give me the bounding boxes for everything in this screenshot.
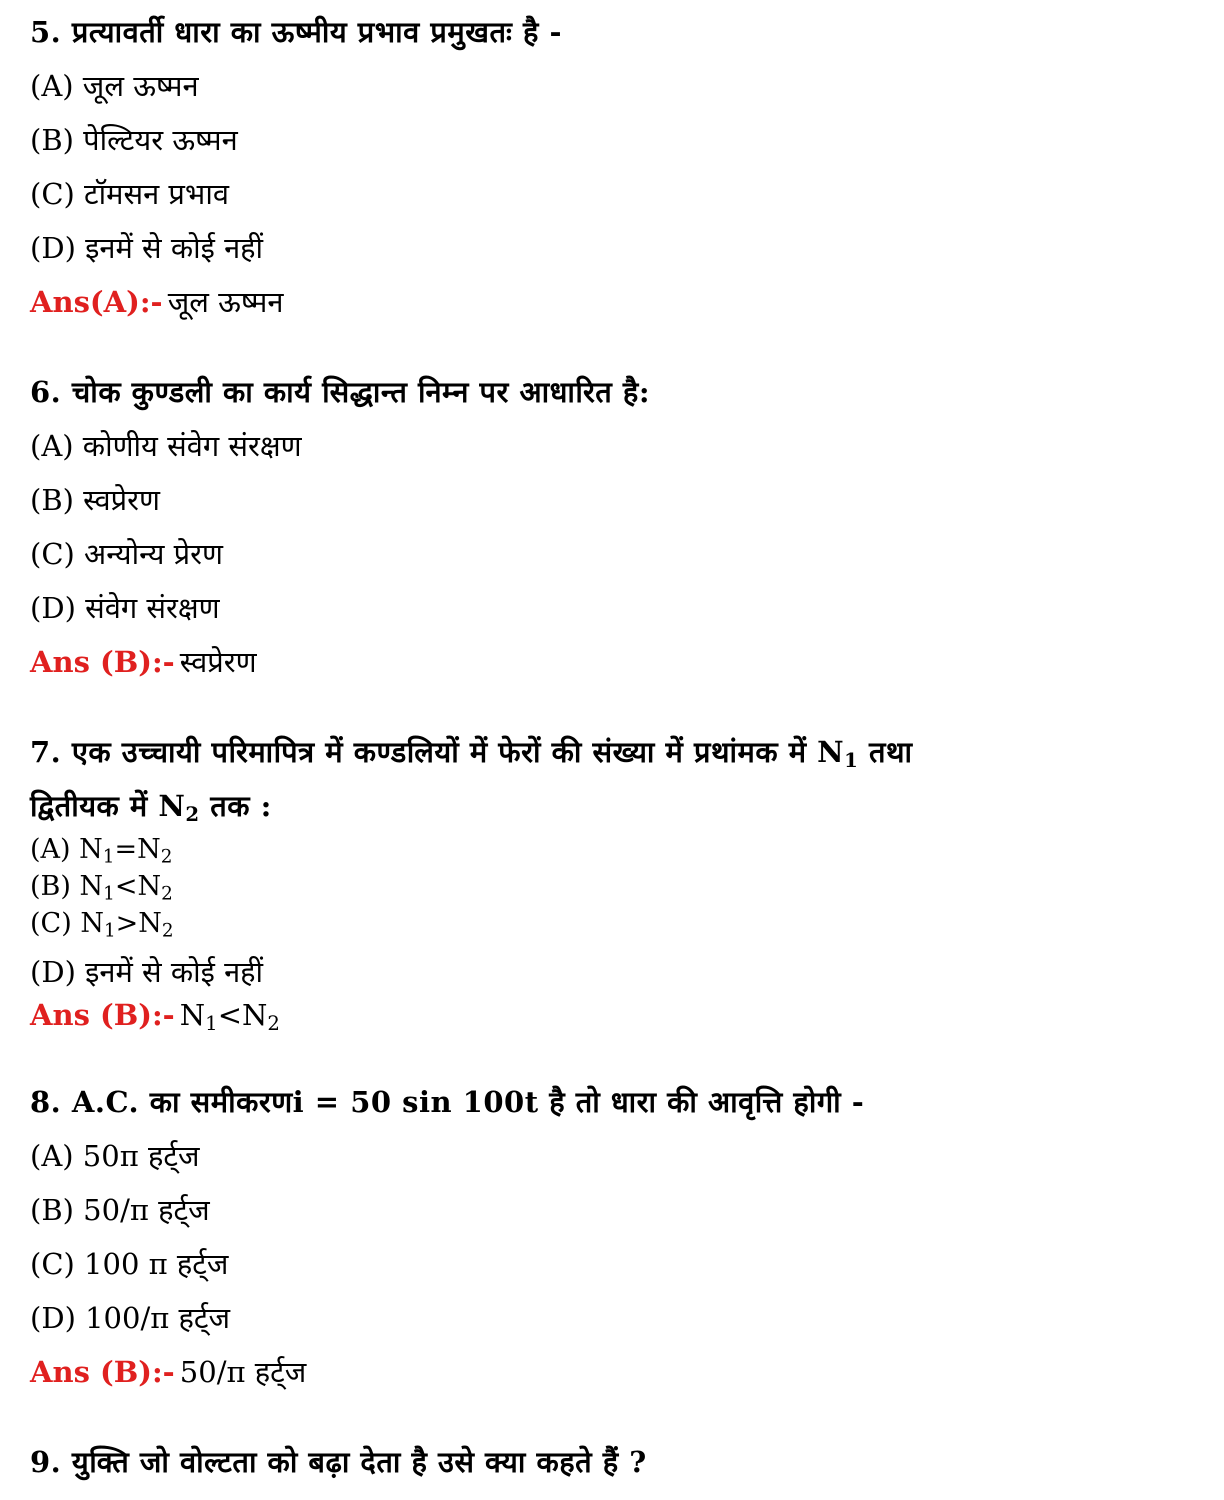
question-number: 8.	[30, 1085, 62, 1119]
option-c	[30, 1244, 228, 1283]
variable: N	[817, 735, 845, 769]
question-number: 6.	[30, 375, 62, 409]
option-label: (B)	[30, 1193, 74, 1227]
question-number: 7.	[30, 735, 62, 769]
option-text: 100/π हर्ट्ज	[85, 1301, 231, 1335]
option-label: (A)	[30, 69, 74, 103]
option-text: इनमें से कोई नहीं	[85, 231, 264, 265]
answer	[30, 642, 257, 681]
question-body: एक उच्चायी परिमापित्र में कण्डलियों में फेरों की संख्या में प्रथांमक में	[71, 735, 818, 769]
option-label: (C)	[30, 537, 75, 571]
answer-label: Ans (B):-	[30, 1355, 175, 1389]
option-label: (B)	[30, 483, 74, 517]
answer	[30, 282, 283, 321]
option-d	[30, 1298, 230, 1337]
option-text: 50π हर्ट्ज	[82, 1139, 200, 1173]
option-rhs: N	[137, 871, 162, 902]
question-8-text	[30, 1082, 864, 1121]
option-text: संवेग संरक्षण	[85, 591, 220, 625]
option-text: 50/π हर्ट्ज	[83, 1193, 210, 1227]
option-a	[30, 426, 302, 465]
answer-label: Ans (B):-	[30, 998, 175, 1032]
answer-text	[179, 998, 280, 1035]
subscript: 2	[161, 883, 173, 905]
operator: <	[114, 871, 138, 902]
question-9-text	[30, 1442, 647, 1481]
answer	[30, 1352, 306, 1391]
option-b	[30, 480, 160, 519]
option-label: (D)	[30, 591, 76, 625]
option-rhs: N	[138, 908, 162, 939]
question-5-text	[30, 12, 562, 51]
option-b	[30, 871, 173, 905]
option-lhs: N	[80, 908, 104, 939]
option-c	[30, 534, 223, 573]
variable: N	[158, 789, 186, 823]
option-label: (A)	[30, 1139, 74, 1173]
option-a	[30, 834, 173, 868]
option-text: पेल्टियर ऊष्मन	[83, 123, 238, 157]
answer-label: Ans(A):-	[30, 285, 163, 319]
option-label: (C)	[30, 1247, 75, 1281]
question-body: युक्ति जो वोल्टता को बढ़ा देता है उसे क्या कहते हैं ?	[71, 1445, 647, 1479]
question-7-text-line-1	[30, 732, 913, 771]
option-label: (A)	[30, 429, 74, 463]
option-rhs: N	[137, 834, 161, 865]
subscript: 1	[205, 1011, 218, 1035]
subscript: 2	[185, 801, 200, 826]
option-c	[30, 174, 229, 213]
question-body: A.C. का समीकरणi = 50 sin 100t है तो धारा की आवृत्ति होगी -	[71, 1085, 865, 1119]
option-text: टॉमसन प्रभाव	[84, 177, 229, 211]
option-text: जूल ऊष्मन	[82, 69, 199, 103]
option-label: (C)	[30, 177, 75, 211]
question-body: द्वितीयक में	[30, 789, 159, 823]
question-body: चोक कुण्डली का कार्य सिद्धान्त निम्न पर आधारित है:	[71, 375, 651, 409]
question-number: 5.	[30, 15, 62, 49]
question-body: प्रत्यावर्ती धारा का ऊष्मीय प्रभाव प्रमुखतः है -	[71, 15, 562, 49]
option-a	[30, 1136, 200, 1175]
question-body: तथा	[858, 735, 913, 769]
option-text: कोणीय संवेग संरक्षण	[82, 429, 302, 463]
subscript: 2	[267, 1011, 280, 1035]
option-d	[30, 588, 220, 627]
subscript: 1	[103, 920, 116, 942]
subscript: 1	[102, 846, 115, 868]
answer-rhs: N	[242, 998, 268, 1032]
answer-text: जूल ऊष्मन	[167, 285, 284, 319]
option-text: अन्योन्य प्रेरण	[84, 537, 224, 571]
option-b	[30, 1190, 210, 1229]
option-label: (B)	[30, 123, 74, 157]
answer-label: Ans (B):-	[30, 645, 175, 679]
option-text: इनमें से कोई नहीं	[85, 955, 264, 989]
operator: <	[217, 998, 243, 1032]
option-lhs: N	[79, 834, 103, 865]
option-lhs: N	[79, 871, 104, 902]
answer	[30, 998, 280, 1035]
option-label: (D)	[30, 1301, 76, 1335]
option-label: (C)	[30, 908, 72, 939]
question-number: 9.	[30, 1445, 62, 1479]
option-label: (D)	[30, 231, 76, 265]
option-label: (B)	[30, 871, 71, 902]
answer-text: 50/π हर्ट्ज	[179, 1355, 307, 1389]
answer-text: स्वप्रेरण	[179, 645, 257, 679]
option-text: स्वप्रेरण	[83, 483, 160, 517]
operator: =	[114, 834, 138, 865]
question-body: तक :	[199, 789, 272, 823]
operator: >	[115, 908, 139, 939]
question-7-text-line-2	[30, 786, 272, 825]
option-d	[30, 228, 263, 267]
option-c	[30, 908, 174, 942]
option-d	[30, 952, 263, 991]
option-label: (D)	[30, 955, 76, 989]
subscript: 2	[161, 920, 174, 942]
option-a	[30, 66, 199, 105]
option-text: 100 π हर्ट्ज	[84, 1247, 229, 1281]
subscript: 2	[160, 846, 173, 868]
option-b	[30, 120, 238, 159]
subscript: 1	[844, 747, 859, 772]
subscript: 1	[103, 883, 115, 905]
question-6-text	[30, 372, 650, 411]
option-label: (A)	[30, 834, 71, 865]
answer-lhs: N	[179, 998, 206, 1032]
